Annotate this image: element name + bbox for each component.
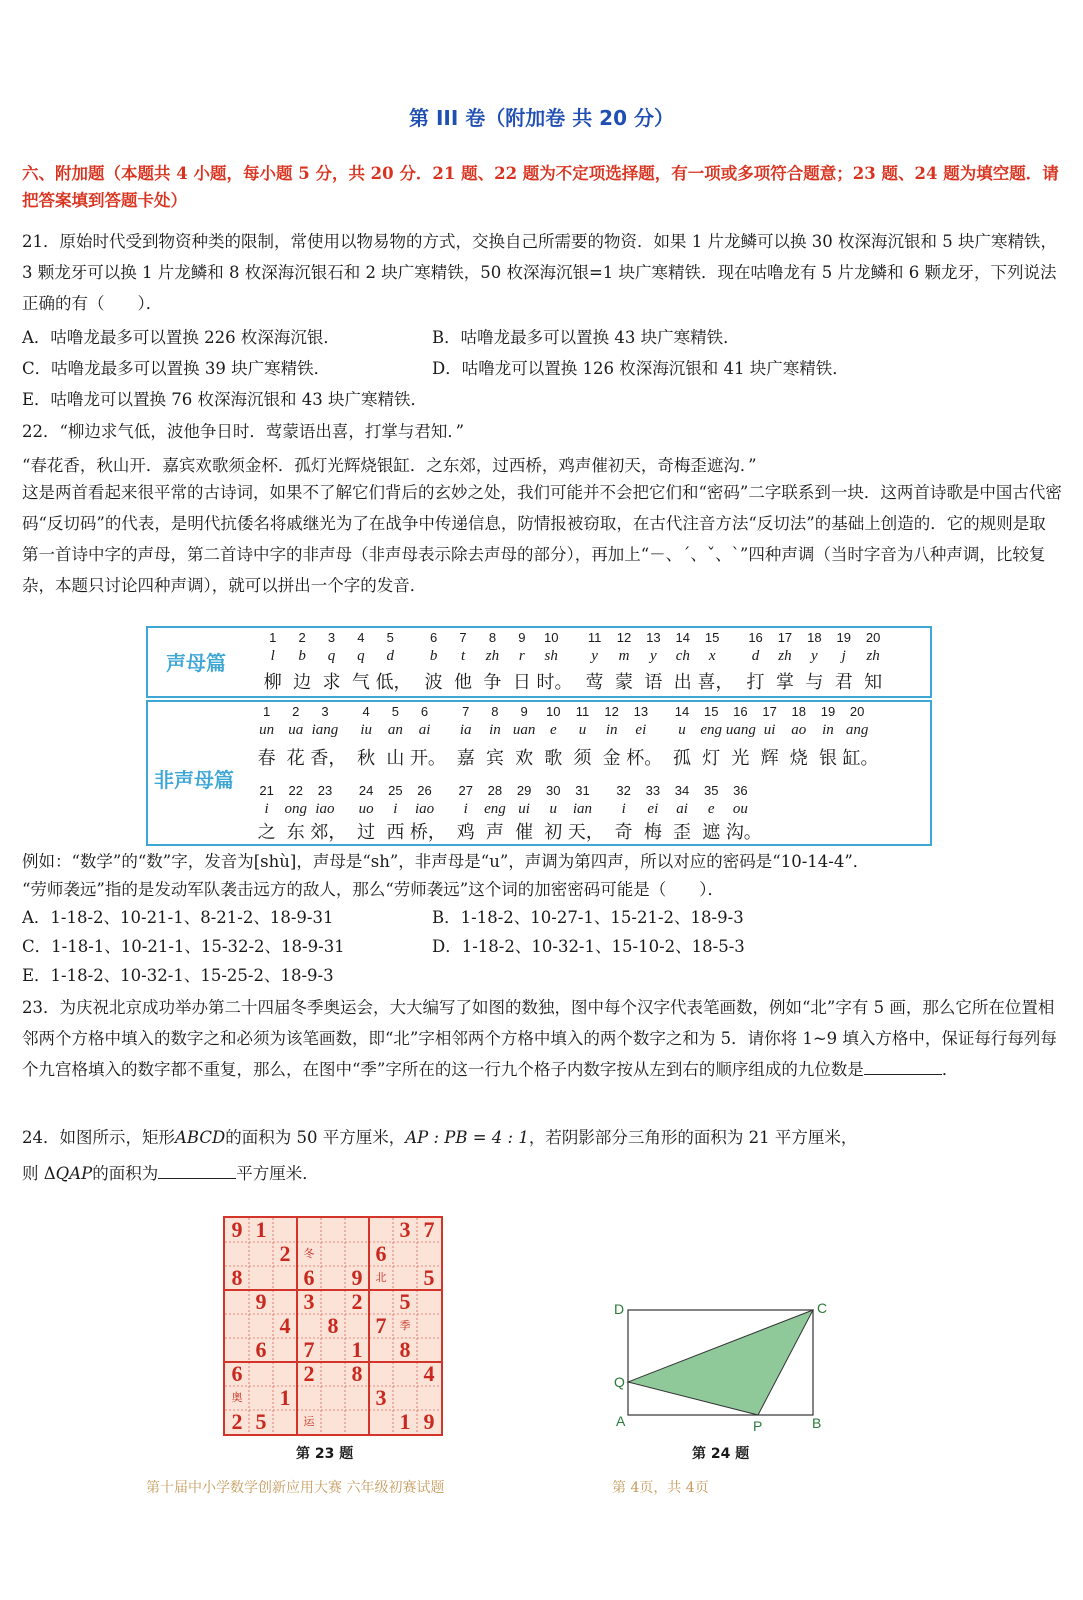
cipher-hanzi: 梅 [643, 822, 662, 843]
cipher-number: 12 [604, 704, 619, 719]
cipher-number [340, 704, 352, 719]
label-b: B [812, 1415, 822, 1431]
cipher-number: 8 [488, 630, 497, 645]
footer-title: 第十届中小学数学创新应用大赛 六年级初赛试题 [146, 1480, 445, 1496]
cipher-pinyin: un [259, 722, 275, 738]
cipher-number [439, 783, 451, 798]
cipher-pinyin: an [387, 722, 403, 738]
cipher-pinyin: b [429, 648, 438, 664]
cipher-hanzi [597, 818, 609, 844]
cipher-pinyin: d [386, 648, 394, 664]
sudoku-given-digit: 2 [303, 1361, 315, 1386]
cipher-hanzi: 欢 [515, 748, 534, 769]
cipher-hanzi: 边 [293, 672, 312, 693]
cipher-number: 11 [587, 630, 602, 645]
cipher-number: 32 [616, 783, 631, 798]
cipher-hanzi [340, 818, 352, 844]
cipher-pinyin: i [264, 801, 269, 817]
sudoku-given-digit: 7 [423, 1217, 435, 1242]
cipher-hanzi: 过 [357, 822, 376, 843]
cipher-hanzi: 打 [746, 672, 765, 693]
cipher-pinyin: zh [485, 648, 500, 664]
q24-text [22, 1120, 1062, 1192]
sudoku-given-digit: 2 [351, 1289, 363, 1314]
q23-text-end: ． [941, 1060, 959, 1079]
cipher-number: 6 [420, 704, 429, 719]
cipher-number: 1 [262, 704, 271, 719]
section-header: 六、附加题（本题共 4 小题，每小题 5 分，共 20 分．21 题、22 题为不定项选择题，有一项或多项符合题意；23 题、24 题为填空题．请把答案填到答题卡处） [22, 164, 1059, 210]
cipher-pinyin: d [751, 648, 760, 664]
cipher-pinyin: i [393, 801, 398, 817]
cipher-pinyin [655, 722, 667, 739]
cipher-hanzi: 光 [731, 748, 750, 769]
cipher-pinyin: uo [358, 801, 374, 817]
cipher-number: 26 [417, 783, 432, 798]
cipher-number: 7 [462, 704, 470, 719]
final-label: 非声母篇 [154, 768, 234, 792]
cipher-hanzi: 灯 [702, 748, 721, 769]
sudoku-given-digit: 2 [279, 1241, 291, 1266]
cipher-hanzi: 之 [257, 822, 276, 843]
cipher-number: 30 [546, 783, 561, 798]
cipher-pinyin: iao [315, 801, 335, 817]
cipher-number: 18 [807, 630, 822, 645]
cipher-hanzi: 声 [485, 822, 504, 843]
cipher-number: 13 [633, 704, 649, 719]
cipher-pinyin: i [621, 801, 626, 817]
cipher-pinyin: ia [459, 722, 472, 738]
cipher-number: 15 [704, 630, 720, 645]
cipher-number: 9 [520, 704, 528, 719]
cipher-hanzi: 求 [322, 672, 341, 693]
cipher-hanzi: 歪 [673, 822, 692, 843]
label-a: A [616, 1413, 626, 1429]
cipher-pinyin: uan [512, 722, 536, 738]
cipher-hanzi: 孤 [673, 748, 692, 769]
cipher-number: 2 [292, 704, 300, 719]
sudoku-given-digit: 6 [303, 1265, 315, 1290]
sudoku-given-digit: 8 [327, 1313, 339, 1338]
cipher-hanzi: 日 [512, 672, 531, 693]
cipher-hanzi: 莺 [585, 672, 604, 693]
cipher-number: 28 [487, 783, 503, 798]
cipher-number: 18 [791, 704, 807, 719]
cipher-hanzi [340, 744, 352, 770]
cipher-pinyin: i [463, 801, 468, 817]
cipher-pinyin [439, 722, 451, 739]
sudoku-given-digit: 1 [279, 1385, 291, 1410]
cipher-pinyin: ao [791, 722, 807, 738]
cipher-number: 10 [546, 704, 561, 719]
q22-option-a: A．1-18-2、10-21-1、8-21-2、18-9-31 [22, 908, 334, 927]
fig24-diagram [606, 1296, 836, 1441]
cipher-pinyin [340, 722, 352, 739]
sudoku-hanzi-clue: 冬 [303, 1248, 315, 1260]
cipher-pinyin: b [298, 648, 306, 664]
final-number-row-2 [252, 783, 755, 798]
cipher-pinyin [597, 801, 609, 818]
cipher-number: 15 [703, 704, 719, 719]
cipher-number: 19 [820, 704, 836, 719]
cipher-hanzi: 柳 [263, 672, 282, 693]
cipher-number [655, 704, 667, 719]
q23-text [22, 992, 1062, 1085]
cipher-number: 34 [674, 783, 690, 798]
cipher-number: 17 [762, 704, 777, 719]
sudoku-given-digit: 1 [255, 1217, 267, 1242]
sudoku-given-digit: 4 [423, 1361, 435, 1386]
cipher-pinyin: u [578, 722, 587, 738]
cipher-pinyin: in [822, 722, 834, 738]
sudoku-given-digit: 2 [231, 1409, 243, 1434]
cipher-number [727, 630, 741, 645]
q21-option-e: E．咕噜龙可以置换 76 枚深海沉银和 43 块广寒精铁． [22, 390, 428, 409]
q24-qap: QAP [55, 1164, 93, 1183]
cipher-number: 3 [327, 630, 336, 645]
cipher-pinyin: ang [845, 722, 869, 738]
q24-text-b: 的面积为 50 平方厘米， [225, 1128, 406, 1147]
q21-option-b: B．咕噜龙最多可以置换 43 块广寒精铁． [432, 328, 740, 347]
cipher-pinyin: e [549, 722, 557, 738]
cipher-pinyin: iao [414, 801, 435, 817]
cipher-hanzi: 郊， [310, 822, 347, 843]
cipher-number: 36 [733, 783, 748, 798]
cipher-pinyin: ua [288, 722, 304, 738]
cipher-pinyin: ui [518, 801, 530, 817]
cipher-pinyin: zh [778, 648, 792, 664]
cipher-number: 5 [386, 630, 394, 645]
cipher-pinyin: eng [484, 801, 506, 817]
q24-text-e: 的面积为 [92, 1164, 159, 1183]
cipher-pinyin: u [678, 722, 686, 738]
q22-option-b: B．1-18-2、10-27-1、15-21-2、18-9-3 [432, 908, 744, 927]
cipher-number: 16 [733, 704, 748, 719]
initial-number-row [258, 630, 888, 645]
sudoku-given-digit: 5 [423, 1265, 435, 1290]
sudoku-given-digit: 3 [399, 1217, 411, 1242]
cipher-pinyin: l [270, 648, 275, 664]
cipher-hanzi: 与 [805, 672, 824, 693]
cipher-hanzi: 宾 [485, 748, 504, 769]
cipher-pinyin: ou [732, 801, 748, 817]
cipher-pinyin [405, 648, 419, 665]
cipher-number: 31 [575, 783, 590, 798]
cipher-number: 21 [259, 783, 274, 798]
cipher-pinyin [566, 648, 580, 665]
cipher-hanzi: 遮 [702, 822, 721, 843]
cipher-pinyin: r [518, 648, 525, 664]
cipher-hanzi: 辉 [760, 748, 779, 769]
cipher-pinyin: e [707, 801, 715, 817]
cipher-pinyin: ch [675, 648, 690, 664]
cipher-pinyin: ui [763, 722, 776, 738]
label-d: D [614, 1301, 625, 1317]
cipher-number: 11 [575, 704, 590, 719]
sudoku-hanzi-clue: 北 [375, 1272, 387, 1284]
cipher-pinyin: y [811, 648, 818, 664]
q22-option-e: E．1-18-2、10-32-1、15-25-2、18-9-3 [22, 966, 334, 985]
cipher-pinyin: in [489, 722, 501, 738]
sudoku-given-digit: 1 [399, 1409, 411, 1434]
cipher-pinyin: y [650, 648, 657, 664]
cipher-hanzi: 掌 [775, 672, 794, 693]
cipher-pinyin: ong [284, 801, 308, 817]
final-hanzi-row-2 [252, 818, 762, 844]
cipher-hanzi: 花 [286, 748, 305, 769]
cipher-hanzi [439, 744, 451, 770]
cipher-hanzi: 奇 [614, 822, 633, 843]
cipher-hanzi: 银 [818, 748, 837, 769]
cipher-number: 20 [849, 704, 865, 719]
cipher-pinyin: uang [725, 722, 756, 738]
sudoku-given-digit: 8 [351, 1361, 363, 1386]
cipher-pinyin [727, 648, 741, 665]
sudoku-given-digit: 5 [255, 1409, 267, 1434]
sudoku-hanzi-clue: 季 [399, 1320, 411, 1332]
q23-text-main: 23．为庆祝北京成功举办第二十四届冬季奥运会，大大编写了如图的数独，图中每个汉字代表笔画数，例如“北”字有 5 画，那么它所在位置相邻两个方格中填入的数字之和必须为该笔画数，即“北”字相邻两个方格中填入的两个数字之和为 5．请你将 1~9 填入方格中，保证每行每列每个九宫格填入的数字都不重复，那么，在图中“季”字所在的这一行九个格子内数字按从左到右的顺序组成的九位数是 [22, 998, 1057, 1079]
cipher-number: 23 [317, 783, 333, 798]
cipher-pinyin: j [841, 648, 846, 664]
cipher-pinyin: q [327, 648, 336, 664]
label-c: C [817, 1300, 828, 1316]
q21-option-a: A．咕噜龙最多可以置换 226 枚深海沉银． [22, 328, 340, 347]
q24-text-d: 则 Δ [22, 1164, 56, 1183]
cipher-hanzi: 催 [515, 822, 534, 843]
cipher-hanzi: 语 [644, 672, 663, 693]
cipher-hanzi: 桥， [409, 822, 446, 843]
cipher-pinyin: zh [866, 648, 880, 664]
cipher-pinyin [340, 801, 352, 818]
cipher-number: 35 [703, 783, 719, 798]
cipher-hanzi: 嘉 [456, 748, 475, 769]
cipher-number: 4 [357, 630, 365, 645]
q22-example: 例如：“数学”的“数”字，发音为[shù]，声母是“sh”，非声母是“u”，声调为第四声，所以对应的密码是“10-14-4”． [22, 852, 870, 871]
cipher-number: 17 [777, 630, 793, 645]
sudoku-given-digit: 9 [351, 1265, 363, 1290]
cipher-hanzi [655, 744, 667, 770]
page-title: 第 III 卷（附加卷 共 20 分） [409, 106, 674, 130]
cipher-hanzi: 西 [386, 822, 405, 843]
q22-options [22, 903, 1062, 990]
cipher-hanzi: 他 [454, 672, 473, 693]
sudoku-given-digit: 4 [279, 1313, 291, 1338]
cipher-pinyin: ai [418, 722, 431, 738]
sudoku-given-digit: 6 [375, 1241, 387, 1266]
cipher-pinyin: ei [635, 722, 647, 738]
cipher-pinyin: x [708, 648, 716, 664]
cipher-hanzi: 气 [351, 672, 370, 693]
cipher-number: 1 [269, 630, 277, 645]
sudoku-given-digit: 6 [255, 1337, 267, 1362]
cipher-pinyin: q [357, 648, 365, 664]
cipher-pinyin: eng [700, 722, 723, 738]
cipher-number: 33 [645, 783, 661, 798]
cipher-hanzi: 天， [567, 822, 604, 843]
cipher-hanzi [566, 668, 580, 694]
cipher-pinyin: ian [572, 801, 593, 817]
cipher-pinyin: y [591, 648, 598, 664]
cipher-hanzi [439, 818, 451, 844]
q24-abcd: ABCD [175, 1128, 226, 1147]
cipher-number: 25 [388, 783, 403, 798]
cipher-pinyin: in [605, 722, 618, 738]
q22-option-d: D．1-18-2、10-32-1、15-10-2、18-5-3 [432, 937, 745, 956]
cipher-hanzi: 金 [602, 748, 621, 769]
q21-option-d: D．咕噜龙可以置换 126 枚深海沉银和 41 块广寒精铁． [432, 359, 849, 378]
cipher-number [566, 630, 580, 645]
cipher-number: 29 [516, 783, 532, 798]
cipher-pinyin: iang [311, 722, 339, 738]
cipher-hanzi: 秋 [357, 748, 376, 769]
cipher-hanzi: 波 [424, 672, 443, 693]
q24-text-c: ，若阴影部分三角形的面积为 21 平方厘米， [528, 1128, 858, 1147]
cipher-number: 22 [288, 783, 304, 798]
cipher-hanzi: 鸡 [456, 822, 475, 843]
cipher-pinyin: ai [676, 801, 688, 817]
cipher-hanzi: 东 [286, 822, 305, 843]
cipher-hanzi [405, 668, 419, 694]
cipher-pinyin: ei [647, 801, 659, 817]
cipher-number: 14 [675, 630, 690, 645]
cipher-number [597, 783, 609, 798]
cipher-number: 13 [646, 630, 661, 645]
initial-label: 声母篇 [166, 651, 226, 675]
cipher-hanzi: 君 [834, 672, 853, 693]
cipher-number: 4 [362, 704, 370, 719]
cipher-hanzi: 缸。 [842, 748, 879, 769]
cipher-number [439, 704, 451, 719]
sudoku-given-digit: 9 [423, 1409, 435, 1434]
cipher-number: 2 [298, 630, 306, 645]
q24-answer-blank [158, 1162, 236, 1179]
q24-text-f: 平方厘米． [236, 1164, 319, 1183]
sudoku-given-digit: 8 [231, 1265, 243, 1290]
cipher-hanzi: 蒙 [614, 672, 633, 693]
initial-pinyin-row [258, 648, 888, 665]
q22-question: “劳师袭远”指的是发动军队袭击远方的敌人，那么“劳师袭远”这个词的加密密码可能是（ ）． [22, 880, 724, 899]
cipher-number: 19 [836, 630, 851, 645]
sudoku-hanzi-clue: 运 [303, 1416, 315, 1428]
cipher-hanzi: 争 [483, 672, 502, 693]
q21-option-c: C．咕噜龙最多可以置换 39 块广寒精铁． [22, 359, 331, 378]
sudoku-given-digit: 3 [303, 1289, 315, 1314]
cipher-pinyin [439, 801, 451, 818]
fig24-caption: 第 24 题 [692, 1446, 750, 1462]
sudoku-given-digit: 9 [255, 1289, 267, 1314]
cipher-pinyin: iu [360, 722, 372, 738]
final-hanzi-row-1 [252, 744, 879, 770]
initial-hanzi-row [258, 668, 888, 694]
sudoku-given-digit: 5 [399, 1289, 411, 1314]
final-pinyin-row-1 [252, 722, 872, 739]
cipher-number [340, 783, 352, 798]
label-p: P [753, 1418, 763, 1434]
q22-option-c: C．1-18-1、10-21-1、15-32-2、18-9-31 [22, 937, 345, 956]
cipher-number: 6 [430, 630, 438, 645]
q21-options [22, 322, 1062, 415]
sudoku-given-digit: 7 [303, 1337, 315, 1362]
cipher-number: 14 [674, 704, 690, 719]
cipher-number [405, 630, 419, 645]
cipher-number: 7 [459, 630, 467, 645]
cipher-hanzi: 开。 [409, 748, 446, 769]
cipher-hanzi: 初 [544, 822, 563, 843]
cipher-number: 10 [543, 630, 559, 645]
cipher-number: 16 [748, 630, 763, 645]
q22-poem-1: 22．“柳边求气低，波他争日时．莺蒙语出喜，打掌与君知．” [22, 422, 465, 441]
cipher-pinyin: t [460, 648, 466, 664]
cipher-hanzi: 杯。 [626, 748, 663, 769]
sudoku-given-digit: 6 [231, 1361, 243, 1386]
cipher-hanzi: 歌 [544, 748, 563, 769]
cipher-hanzi: 山 [386, 748, 405, 769]
final-number-row-1 [252, 704, 872, 719]
cipher-hanzi: 沟。 [725, 822, 762, 843]
q24-ratio: AP : PB = 4 : 1 [405, 1128, 529, 1147]
cipher-hanzi: 知 [864, 672, 883, 693]
cipher-number: 12 [616, 630, 632, 645]
cipher-number: 20 [865, 630, 881, 645]
sudoku-given-digit: 7 [375, 1313, 387, 1338]
cipher-hanzi: 春 [257, 748, 276, 769]
cipher-number: 24 [358, 783, 374, 798]
sudoku-given-digit: 1 [351, 1337, 363, 1362]
sudoku-given-digit: 3 [375, 1385, 387, 1410]
label-q: Q [614, 1374, 625, 1390]
cipher-hanzi: 时。 [536, 672, 573, 693]
cipher-hanzi [727, 668, 741, 694]
cipher-number: 9 [518, 630, 526, 645]
q21-stem: 21．原始时代受到物资种类的限制，常使用以物易物的方式，交换自己所需要的物资．如果 1 片龙鳞可以换 30 枚深海沉银和 5 块广寒精铁，3 颗龙牙可以换 1 片龙鳞和 8 枚深海沉银石和 2 块广寒精铁，50 枚深海沉银=1 块广寒精铁．现在咕噜龙有 5 片龙鳞和 6 颗龙牙，下列说法正确的有（ ）． [22, 232, 1057, 313]
q22-intro: 这是两首看起来很平常的古诗词，如果不了解它们背后的玄妙之处，我们可能并不会把它们和“密码”二字联系到一块．这两首诗歌是中国古代密码“反切码”的代表，是明代抗倭名将戚继光为了在战争中传递信息，防情报被窃取，在古代注音方法“反切法”的基础上创造的．它的规则是取第一首诗中字的声母，第二首诗中字的非声母（非声母表示除去声母的部分），再加上“－、ˊ、ˇ、ˋ”四种声调（当时字音为八种声调，比较复杂，本题只讨论四种声调），就可以拼出一个字的发音． [22, 483, 1062, 595]
shaded-triangle [628, 1310, 813, 1415]
cipher-hanzi: 烧 [789, 748, 808, 769]
cipher-pinyin: u [549, 801, 558, 817]
cipher-hanzi: 低， [375, 672, 412, 693]
final-pinyin-row-2 [252, 801, 755, 818]
cipher-hanzi: 喜， [697, 672, 734, 693]
cipher-pinyin: m [618, 648, 630, 664]
cipher-hanzi: 香， [310, 748, 347, 769]
cipher-pinyin: sh [544, 648, 558, 664]
q24-text-a: 24．如图所示，矩形 [22, 1128, 175, 1147]
footer-page-number: 第 4页，共 4页 [612, 1480, 709, 1496]
sudoku-hanzi-clue: 奥 [231, 1392, 243, 1404]
q22-poem-2: “春花香，秋山开．嘉宾欢歌须金杯．孤灯光辉烧银缸．之东郊，过西桥，鸡声催初天，奇梅歪遮沟．” [22, 456, 757, 475]
sudoku-given-digit: 9 [231, 1217, 243, 1242]
cipher-number: 8 [491, 704, 499, 719]
fig23-caption: 第 23 题 [296, 1446, 354, 1462]
sudoku-given-digit: 8 [399, 1337, 411, 1362]
q23-answer-blank [864, 1058, 942, 1075]
cipher-number: 3 [321, 704, 329, 719]
cipher-number: 5 [391, 704, 399, 719]
sudoku-grid [223, 1216, 443, 1436]
cipher-hanzi: 须 [573, 748, 592, 769]
cipher-hanzi: 出 [673, 672, 692, 693]
cipher-number: 27 [458, 783, 473, 798]
